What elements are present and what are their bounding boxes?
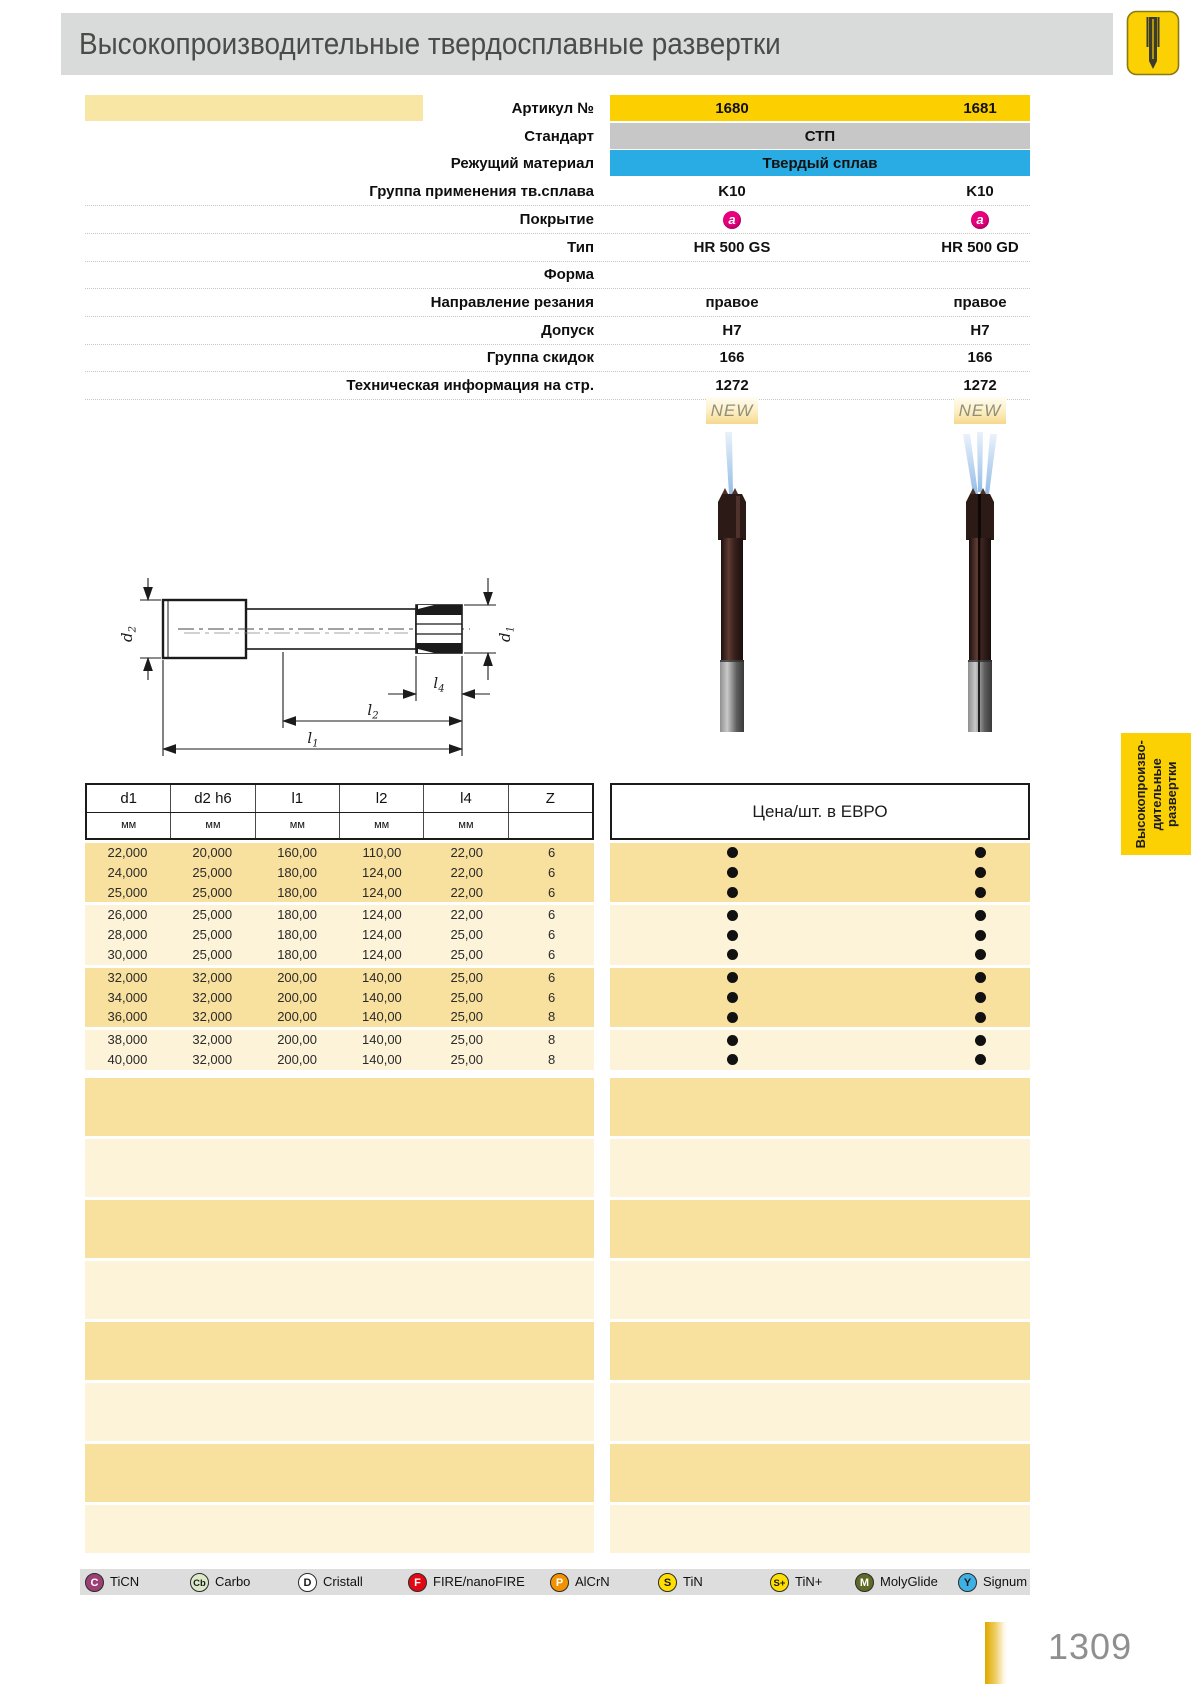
table-cell: 200,00: [277, 989, 317, 1005]
dim-row-group: [85, 968, 594, 1027]
spec-span-value: СТП: [804, 127, 836, 145]
spec-value: 1272: [715, 377, 749, 394]
table-row: [85, 843, 594, 863]
table-cell: 160,00: [277, 845, 317, 860]
table-cell: 140,00: [362, 969, 402, 985]
column-header: l2: [340, 785, 424, 812]
table-row: [85, 925, 594, 945]
table-row: [85, 883, 594, 903]
table-cell: 200,00: [277, 1051, 317, 1067]
chapter-tab-line: дительные: [1148, 757, 1164, 831]
table-cell: 200,00: [277, 1032, 317, 1048]
table-cell: 140,00: [362, 1009, 402, 1025]
table-cell: 26,000: [107, 907, 148, 923]
price-row: [610, 945, 1030, 965]
table-cell: 124,00: [362, 946, 402, 962]
product-photo-hr500gs: [687, 424, 777, 741]
legend-c-icon: C: [85, 1573, 104, 1592]
column-header: l4: [424, 785, 508, 812]
column-header: d2 h6: [171, 785, 255, 812]
spec-row: [85, 178, 1030, 206]
empty-band: [85, 1078, 594, 1136]
legend-item: [298, 1572, 363, 1592]
table-cell: 28,000: [107, 927, 148, 943]
price-row-group: [610, 843, 1030, 902]
table-cell: 25,000: [192, 864, 233, 880]
price-panel-header: Цена/шт. в ЕВРО: [610, 783, 1030, 840]
price-dot: [727, 1054, 738, 1065]
empty-band: [85, 1444, 594, 1502]
legend-cb-icon: Cb: [190, 1573, 209, 1592]
table-cell: 25,00: [450, 927, 483, 943]
dim-row-group: [85, 1030, 594, 1070]
table-cell: 32,000: [192, 1051, 233, 1067]
table-cell: 25,00: [450, 1032, 483, 1048]
page-number: 1309: [1048, 1626, 1133, 1667]
table-cell: 25,000: [192, 907, 233, 923]
price-row: [610, 905, 1030, 925]
table-cell: 140,00: [362, 1032, 402, 1048]
spec-row-label: Допуск: [541, 321, 594, 339]
spec-value: K10: [718, 183, 746, 201]
table-cell: 6: [547, 864, 556, 880]
price-row: [610, 1050, 1030, 1070]
spec-value: HR 500 GD: [941, 238, 1019, 256]
spec-row-label: Техническая информация на стр.: [346, 377, 594, 394]
price-row-group: [610, 968, 1030, 1027]
price-dot: [727, 910, 738, 921]
price-row: [610, 925, 1030, 945]
table-cell: 30,000: [107, 946, 148, 962]
legend-item: [550, 1572, 610, 1592]
new-badge: NEW: [706, 397, 758, 424]
chapter-tab-label: [1133, 740, 1180, 848]
legend-p-icon: P: [550, 1573, 569, 1592]
chapter-tab-line: развертки: [1163, 761, 1179, 827]
price-dot: [727, 867, 738, 878]
spec-row: [85, 234, 1030, 262]
legend-item: [770, 1572, 822, 1592]
table-cell: 25,000: [192, 927, 233, 943]
spec-value: H7: [722, 321, 742, 339]
column-header: Z: [545, 790, 555, 807]
table-cell: 6: [547, 845, 556, 860]
chapter-tab[interactable]: [1121, 733, 1191, 855]
spec-row: [85, 150, 1030, 177]
price-row: [610, 968, 1030, 988]
empty-band: [610, 1505, 1030, 1553]
spec-value: K10: [966, 183, 994, 201]
table-cell: 8: [547, 1032, 556, 1048]
footer-gold-bar: [985, 1622, 1007, 1684]
spec-span-value: Твердый сплав: [762, 155, 878, 173]
table-cell: 6: [547, 989, 556, 1005]
legend-label: MolyGlide: [880, 1574, 938, 1589]
table-cell: 25,000: [192, 946, 233, 962]
empty-band: [85, 1261, 594, 1319]
coating-a-icon: a: [723, 211, 741, 229]
coating-cell: [632, 206, 832, 233]
table-cell: 8: [547, 1009, 556, 1025]
spec-row-label: Артикул №: [511, 100, 594, 117]
spec-value: правое: [953, 293, 1007, 311]
chapter-tab-line: Высокопроизво-: [1132, 739, 1148, 849]
legend-label: AlCrN: [575, 1574, 610, 1589]
table-cell: 24,000: [107, 864, 148, 880]
table-row: [85, 1030, 594, 1050]
spec-row: [85, 317, 1030, 345]
price-row: [610, 843, 1030, 863]
table-cell: 110,00: [362, 845, 402, 860]
new-badge: NEW: [954, 397, 1006, 424]
price-row: [610, 1007, 1030, 1027]
table-cell: 180,00: [277, 907, 317, 923]
dimension-table-body: [85, 843, 594, 1073]
dim-row-group: [85, 843, 594, 902]
table-cell: 124,00: [362, 907, 402, 923]
price-row: [610, 1030, 1030, 1050]
legend-item: [408, 1572, 525, 1592]
empty-band: [85, 1505, 594, 1553]
legend-splus-icon: S+: [770, 1573, 789, 1592]
table-cell: 20,000: [192, 845, 233, 860]
empty-band: [610, 1200, 1030, 1258]
spec-row-label: Покрытие: [519, 210, 594, 228]
empty-band: [610, 1444, 1030, 1502]
table-cell: 32,000: [192, 989, 233, 1005]
legend-label: FIRE/nanoFIRE: [433, 1574, 525, 1589]
price-dot: [975, 949, 986, 960]
table-cell: 140,00: [362, 1051, 402, 1067]
column-header: d1: [87, 785, 171, 812]
empty-band: [610, 1261, 1030, 1319]
price-dot: [975, 847, 986, 858]
empty-band: [610, 1322, 1030, 1380]
legend-m-icon: M: [855, 1573, 874, 1592]
empty-band: [610, 1383, 1030, 1441]
price-dot: [975, 887, 986, 898]
spec-value: 1272: [963, 377, 997, 394]
price-dot: [975, 972, 986, 983]
price-row: [610, 863, 1030, 883]
coating-legend-bar: [80, 1569, 1030, 1595]
coating-cell: [880, 206, 1080, 233]
spec-row: [85, 123, 1030, 150]
table-cell: 25,00: [450, 1051, 483, 1067]
table-cell: 6: [547, 927, 556, 943]
table-row: [85, 945, 594, 965]
dim-row-group: [85, 905, 594, 964]
table-row: [85, 988, 594, 1008]
spec-row: [85, 372, 1030, 400]
legend-label: TiN+: [795, 1574, 823, 1589]
spec-row-label: Форма: [543, 266, 594, 284]
empty-band: [610, 1139, 1030, 1197]
dim-label-l4: $l_4$: [433, 674, 445, 695]
price-dot: [975, 992, 986, 1003]
technical-drawing: [118, 566, 518, 785]
price-row-group: [610, 1030, 1030, 1070]
table-cell: 6: [547, 907, 556, 923]
table-cell: 32,000: [192, 1032, 233, 1048]
price-dot: [727, 1012, 738, 1023]
legend-item: [85, 1572, 139, 1592]
empty-band: [85, 1139, 594, 1197]
price-dot: [975, 867, 986, 878]
table-cell: 40,000: [107, 1051, 148, 1067]
dim-label-l1: $l_1$: [307, 729, 319, 750]
empty-band: [85, 1383, 594, 1441]
dimension-units: [87, 813, 592, 838]
price-dot: [727, 930, 738, 941]
table-row: [85, 1007, 594, 1027]
spec-row-label: Режущий материал: [450, 155, 594, 173]
dim-label-l2: $l_2$: [367, 701, 379, 722]
price-dot: [727, 972, 738, 983]
table-cell: 25,00: [450, 946, 483, 962]
price-dot: [727, 847, 738, 858]
price-row: [610, 883, 1030, 903]
table-cell: 22,00: [450, 884, 483, 900]
price-dot: [975, 1035, 986, 1046]
column-unit: мм: [171, 813, 255, 838]
spec-row: [85, 289, 1030, 317]
table-cell: 34,000: [107, 989, 148, 1005]
column-unit: мм: [87, 813, 171, 838]
table-cell: 180,00: [277, 927, 317, 943]
spec-value: правое: [705, 293, 759, 311]
price-panel-body: [610, 843, 1030, 1073]
spec-value: HR 500 GS: [693, 238, 771, 256]
spec-row-label: Группа применения тв.сплава: [369, 183, 594, 201]
column-header: l1: [256, 785, 340, 812]
spec-value: 166: [719, 349, 745, 367]
table-cell: 36,000: [107, 1009, 148, 1025]
table-cell: 8: [547, 1051, 556, 1067]
reamer-icon: [1126, 10, 1180, 81]
dim-label-d1: $d_1$: [496, 626, 517, 642]
spec-row-label: Группа скидок: [486, 349, 594, 367]
column-unit: мм: [256, 813, 340, 838]
spec-row-label: Тип: [567, 238, 594, 256]
legend-item: [190, 1572, 250, 1592]
spec-value: 166: [967, 349, 993, 367]
table-cell: 124,00: [362, 884, 402, 900]
spec-row-label: Направление резания: [430, 293, 594, 311]
legend-d-icon: D: [298, 1573, 317, 1592]
table-cell: 25,000: [192, 884, 233, 900]
spec-row: [85, 261, 1030, 289]
spec-row: [85, 206, 1030, 234]
table-cell: 200,00: [277, 969, 317, 985]
table-cell: 22,00: [450, 907, 483, 923]
spec-value: 1680: [715, 100, 749, 117]
legend-item: [658, 1572, 703, 1592]
table-cell: 124,00: [362, 864, 402, 880]
table-cell: 180,00: [277, 864, 317, 880]
table-cell: 6: [547, 884, 556, 900]
legend-s-icon: S: [658, 1573, 677, 1592]
table-cell: 32,000: [107, 969, 148, 985]
table-cell: 32,000: [192, 1009, 233, 1025]
table-cell: 180,00: [277, 946, 317, 962]
table-cell: 22,00: [450, 864, 483, 880]
table-cell: 25,00: [450, 989, 483, 1005]
table-cell: 6: [547, 969, 556, 985]
table-row: [85, 1050, 594, 1070]
table-cell: 22,00: [450, 845, 483, 860]
legend-y-icon: Y: [958, 1573, 977, 1592]
empty-bands-right: [610, 1078, 1030, 1556]
table-cell: 25,000: [107, 884, 148, 900]
table-cell: 25,00: [450, 969, 483, 985]
price-dot: [975, 1054, 986, 1065]
header-bar: [61, 13, 1113, 75]
table-cell: 32,000: [192, 969, 233, 985]
table-cell: 180,00: [277, 884, 317, 900]
column-unit: [509, 813, 592, 838]
dim-label-d2: $d_2$: [118, 626, 139, 642]
table-cell: 22,000: [107, 845, 148, 860]
column-unit: мм: [340, 813, 424, 838]
legend-label: Carbo: [215, 1574, 251, 1589]
dimension-table-header: [85, 783, 594, 840]
price-dot: [727, 1035, 738, 1046]
legend-label: Cristall: [323, 1574, 363, 1589]
legend-item: [958, 1572, 1027, 1592]
table-row: [85, 968, 594, 988]
spec-row: [85, 344, 1030, 372]
price-dot: [727, 887, 738, 898]
spec-value: H7: [970, 321, 990, 339]
legend-item: [855, 1572, 938, 1592]
product-photo-hr500gd: [935, 424, 1025, 741]
legend-label: TiCN: [110, 1574, 140, 1589]
legend-f-icon: F: [408, 1573, 427, 1592]
dimension-columns: [87, 785, 592, 813]
table-cell: 124,00: [362, 927, 402, 943]
empty-band: [85, 1322, 594, 1380]
table-cell: 38,000: [107, 1032, 148, 1048]
page-title: Высокопроизводительные твердосплавные развертки: [79, 26, 781, 61]
spec-row-label: Стандарт: [524, 127, 594, 145]
price-dot: [975, 910, 986, 921]
table-cell: 6: [547, 946, 556, 962]
empty-bands-left: [85, 1078, 594, 1556]
price-dot: [727, 949, 738, 960]
legend-label: Signum: [983, 1574, 1028, 1589]
legend-label: TiN: [683, 1574, 703, 1589]
table-row: [85, 863, 594, 883]
price-row-group: [610, 905, 1030, 964]
price-dot: [975, 1012, 986, 1023]
empty-band: [610, 1078, 1030, 1136]
spec-row: [85, 95, 1030, 122]
table-cell: 140,00: [362, 989, 402, 1005]
empty-band: [85, 1200, 594, 1258]
price-dot: [727, 992, 738, 1003]
table-cell: 200,00: [277, 1009, 317, 1025]
coating-a-icon: a: [971, 211, 989, 229]
price-dot: [975, 930, 986, 941]
table-row: [85, 905, 594, 925]
column-unit: мм: [424, 813, 508, 838]
spec-value: 1681: [963, 100, 997, 117]
table-cell: 25,00: [450, 1009, 483, 1025]
price-row: [610, 988, 1030, 1008]
